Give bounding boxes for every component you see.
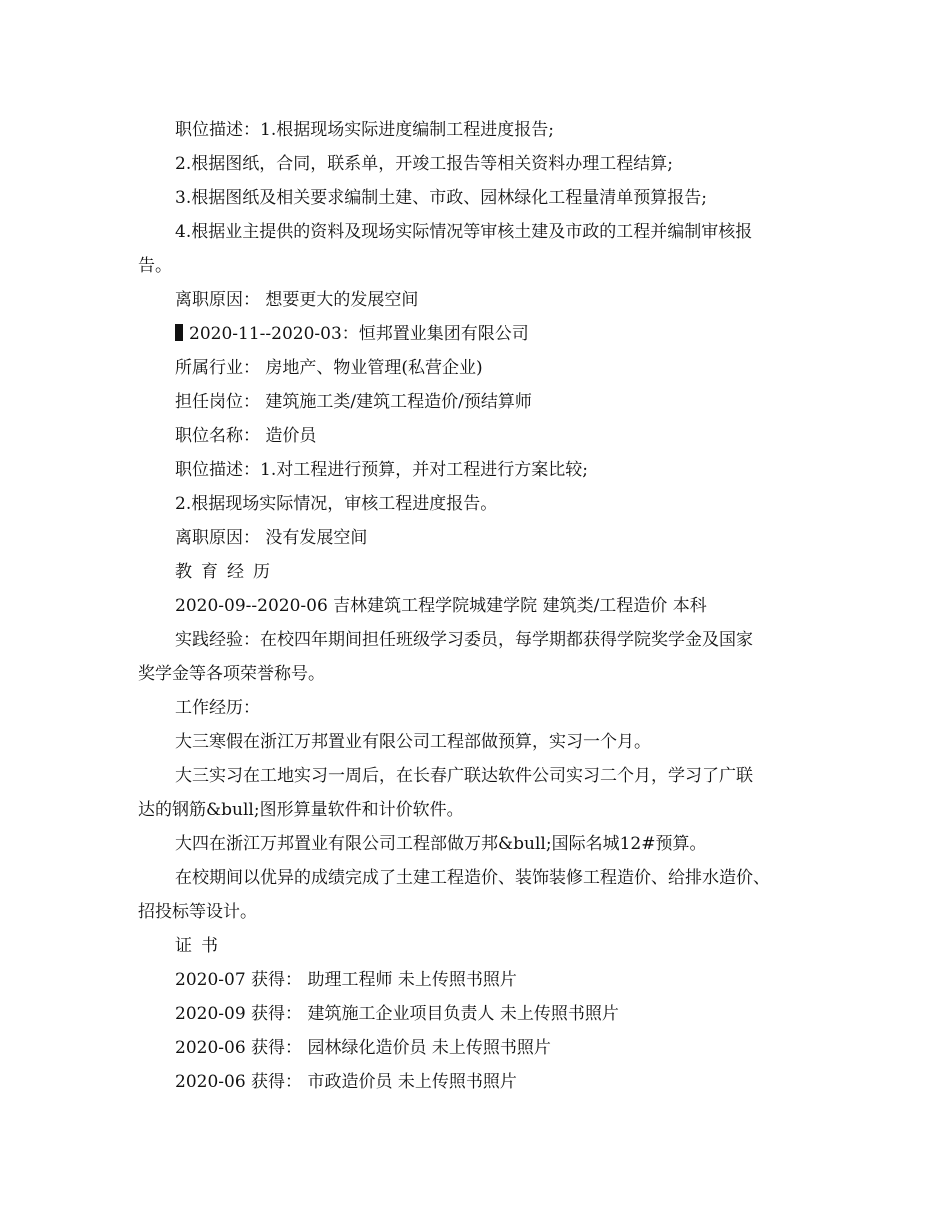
- text-line: 2.根据图纸，合同，联系单，开竣工报告等相关资料办理工程结算;: [175, 154, 673, 174]
- job-entry-text: 2020-11--2020-03：恒邦置业集团有限公司: [189, 324, 529, 344]
- text-line: 3.根据图纸及相关要求编制土建、市政、园林绿化工程量清单预算报告;: [175, 188, 707, 208]
- job-entry-heading: [138, 317, 818, 351]
- text-line: 职位描述：1.根据现场实际进度编制工程进度报告;: [175, 120, 554, 140]
- certificate-item: 2020-09 获得： 建筑施工企业项目负责人 未上传照书照片: [175, 1004, 619, 1024]
- text-line: 奖学金等各项荣誉称号。: [138, 664, 325, 684]
- text-line: 2.根据现场实际情况，审核工程进度报告。: [175, 494, 498, 514]
- text-line: 大三寒假在浙江万邦置业有限公司工程部做预算，实习一个月。: [175, 732, 651, 752]
- text-line: 达的钢筋&bull;图形算量软件和计价软件。: [138, 800, 464, 820]
- text-line: 告。: [138, 256, 172, 276]
- certificate-item: 2020-06 获得： 园林绿化造价员 未上传照书照片: [175, 1038, 551, 1058]
- text-line: 2020-09--2020-06 吉林建筑工程学院城建学院 建筑类/工程造价 本科: [175, 596, 707, 616]
- text-line: 招投标等设计。: [138, 902, 257, 922]
- text-line: 职位名称： 造价员: [175, 426, 317, 446]
- text-line: 离职原因： 想要更大的发展空间: [175, 290, 419, 310]
- text-line: 离职原因： 没有发展空间: [175, 528, 368, 548]
- text-line: 工作经历：: [175, 698, 260, 718]
- text-line: 大三实习在工地实习一周后，在长春广联达软件公司实习二个月，学习了广联: [175, 766, 753, 786]
- certificate-item: 2020-07 获得： 助理工程师 未上传照书照片: [175, 970, 517, 990]
- certificate-item: 2020-06 获得： 市政造价员 未上传照书照片: [175, 1072, 517, 1092]
- text-line: 4.根据业主提供的资料及现场实际情况等审核土建及市政的工程并编制审核报: [175, 222, 753, 242]
- square-bullet-icon: [175, 324, 183, 341]
- text-line: 在校期间以优异的成绩完成了土建工程造价、装饰装修工程造价、给排水造价、: [175, 868, 770, 888]
- section-heading-education: 教育经历: [175, 562, 279, 582]
- section-heading-certificates: 证书: [175, 936, 227, 956]
- text-line: 担任岗位： 建筑施工类/建筑工程造价/预结算师: [175, 392, 532, 412]
- text-line: 职位描述：1.对工程进行预算，并对工程进行方案比较;: [175, 460, 588, 480]
- document-body: [138, 113, 818, 1099]
- text-line: 所属行业： 房地产、物业管理(私营企业): [175, 358, 483, 378]
- text-line: 大四在浙江万邦置业有限公司工程部做万邦&bull;国际名城12#预算。: [175, 834, 707, 854]
- text-line: 实践经验：在校四年期间担任班级学习委员，每学期都获得学院奖学金及国家: [175, 630, 753, 650]
